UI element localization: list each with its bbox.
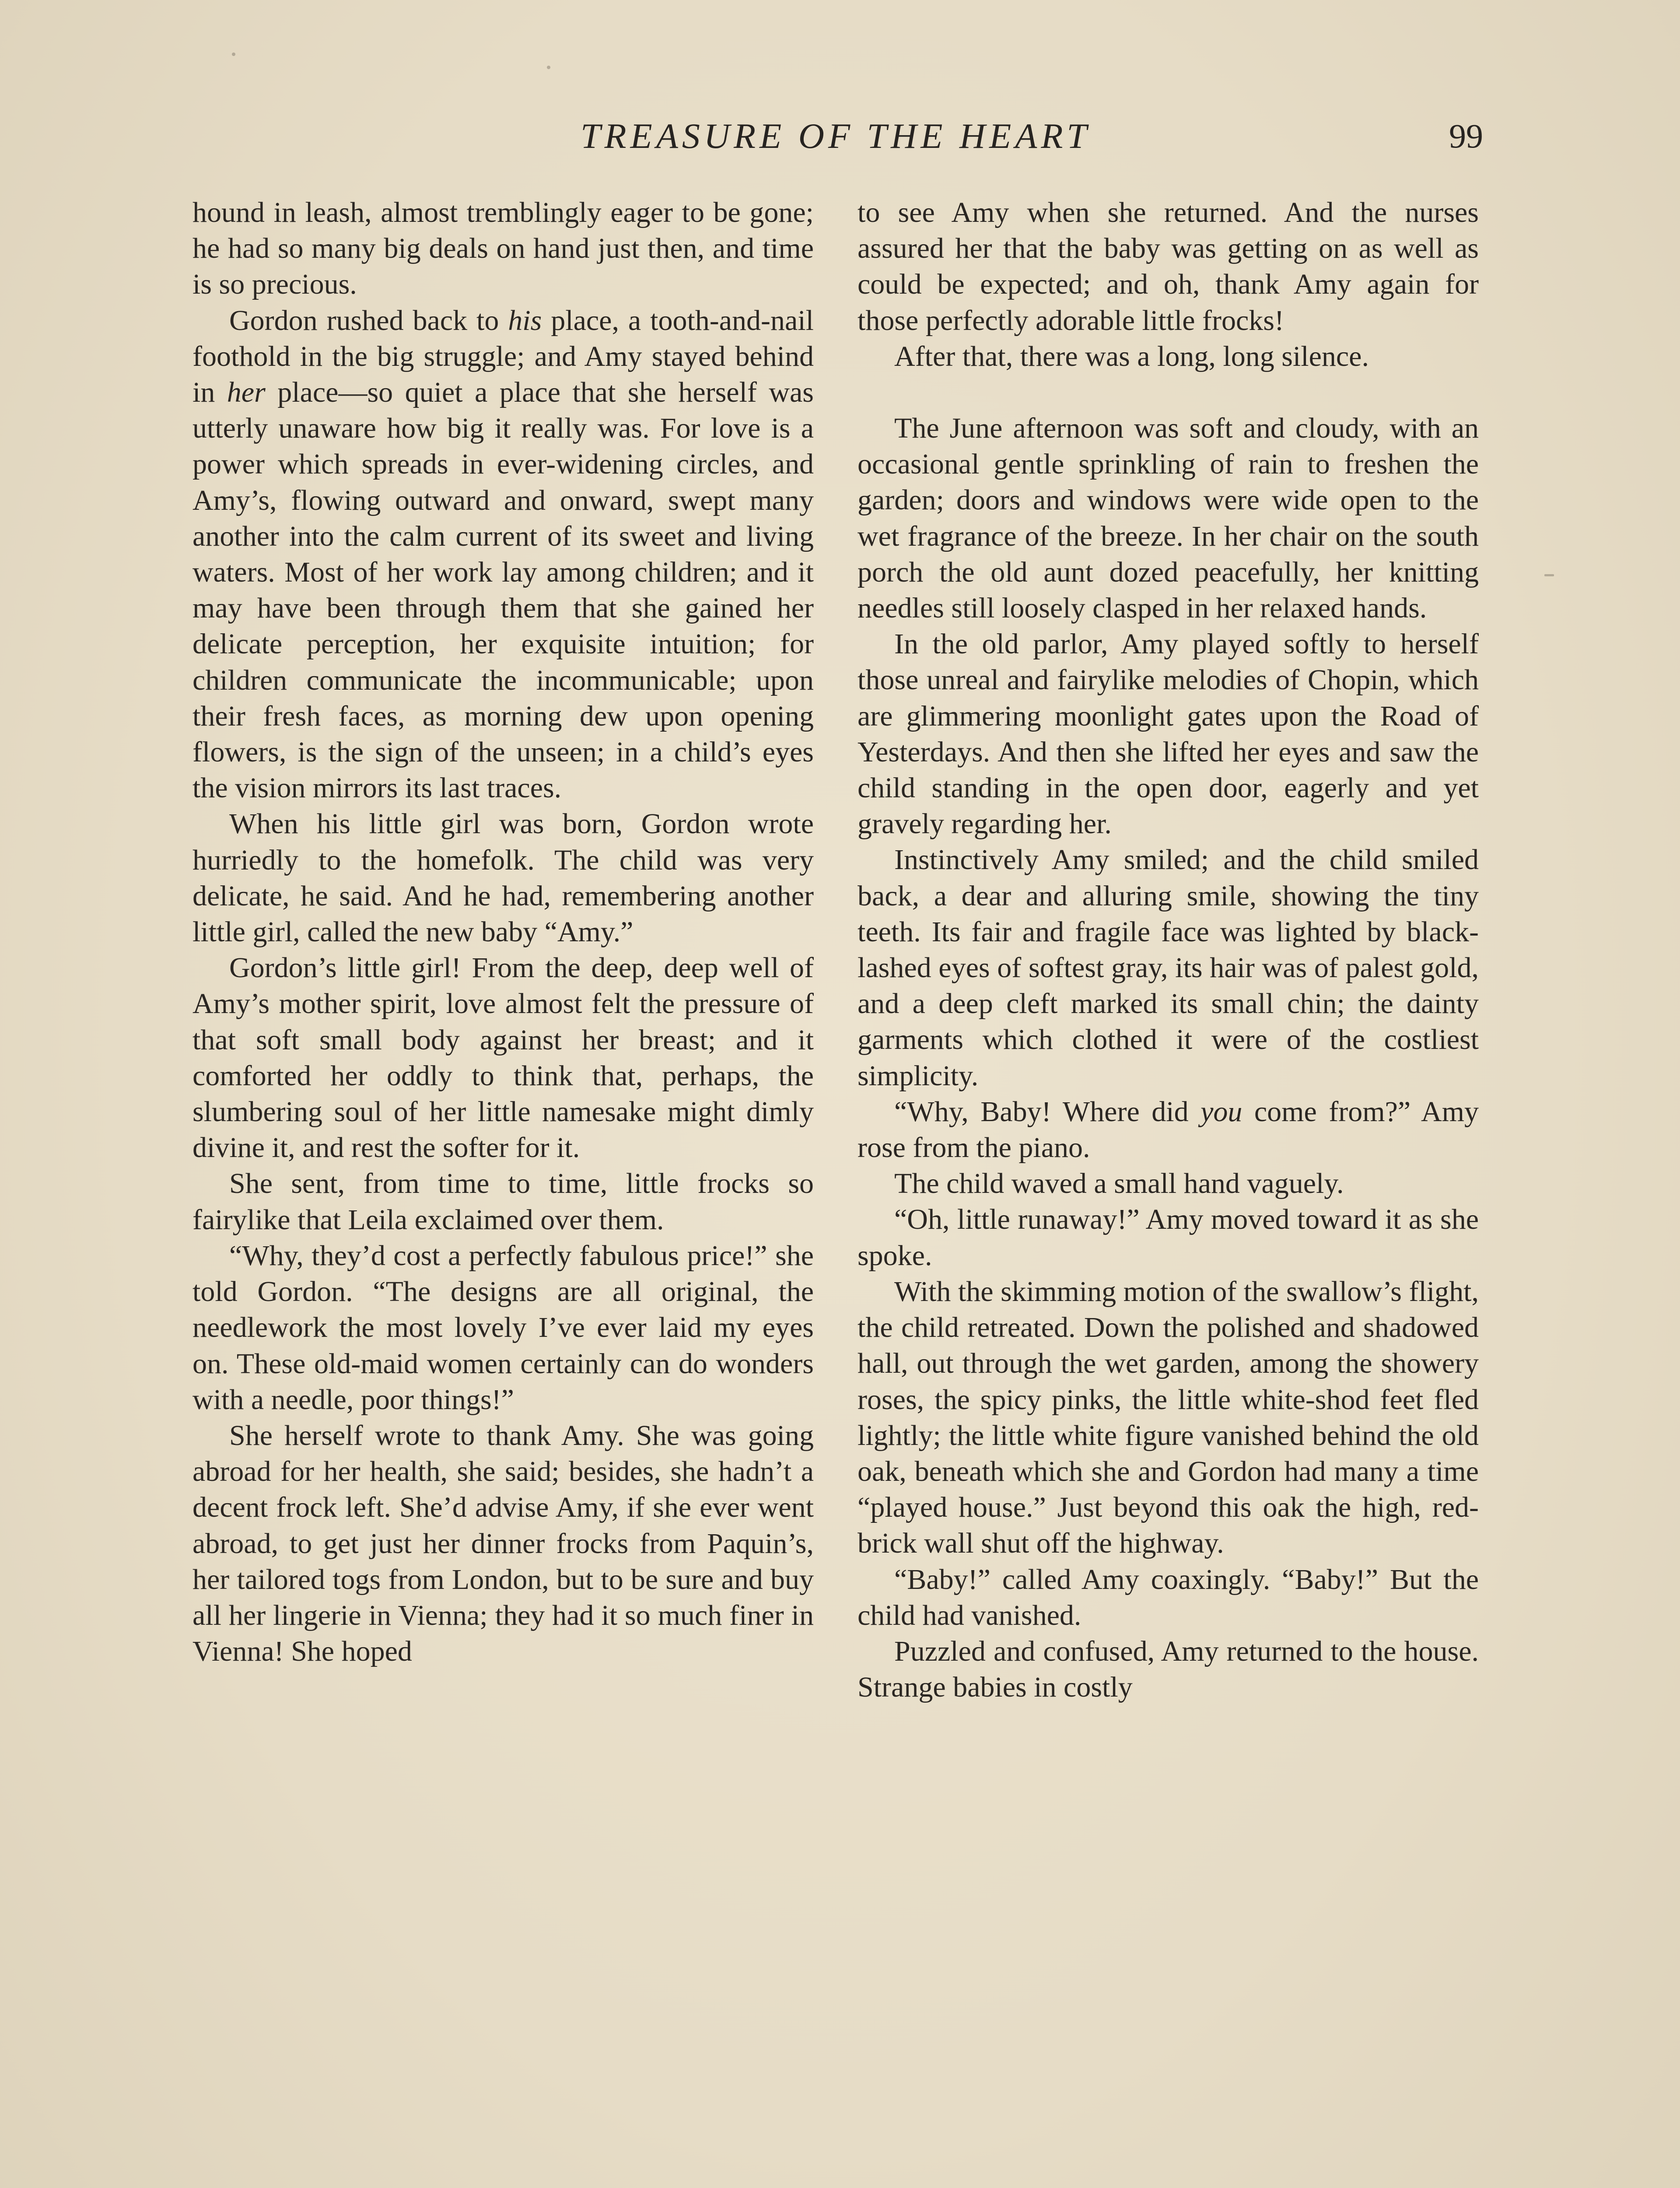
right-text-column [858,195,1479,1705]
print-speck [1544,574,1554,576]
paragraph: She herself wrote to thank Amy. She was going abroad for her health, she said; besides, she hadn’t a decent frock left. She’d advise Amy, if she ever went abroad, to get just her dinner frocks from Paquin’s, her tailored togs from London, but to be sure and buy all her lingerie in Vienna; they had it so much finer in Vienna! She hoped [192,1419,814,1668]
paragraph: “Baby!” called Amy coaxingly. “Baby!” But the child had vanished. [858,1563,1479,1631]
page-number: 99 [1449,117,1483,155]
paragraph: hound in leash, almost tremblingly eager to be gone; he had so many big deals on hand just then, and time is so precious. [192,196,814,301]
paragraph: She sent, from time to time, little frocks so fairylike that Leila exclaimed over them. [192,1168,814,1236]
paragraph: With the skimming motion of the swallow’s flight, the child retreated. Down the polished and shadowed hall, out through the wet garden, among the showery roses, the spicy pinks, the little white-shod feet fled lightly; the little white figure vanished behind the old oak, beneath which she and Gordon had many a time “played house.” Just beyond this oak the high, red-brick wall shut off the highway. [858,1275,1479,1560]
paragraph: In the old parlor, Amy played softly to herself those unreal and fairylike melodies of Chopin, which are glimmering moonlight gates upon the Road of Yesterdays. And then she lifted her eyes and saw the child standing in the open door, eagerly and yet gravely regarding her. [858,628,1479,840]
paragraph: to see Amy when she returned. And the nurses assured her that the baby was getting on as well as could be expected; and oh, thank Amy again for those perfectly adorable little frocks! [858,196,1479,337]
paragraph: Puzzled and confused, Amy returned to the house. Strange babies in costly [858,1635,1479,1704]
italic-emphasis: you [1200,1095,1242,1128]
italic-emphasis: his [508,304,542,337]
paragraph: The June afternoon was soft and cloudy, with an occasional gentle sprinkling of rain to freshen the garden; doors and windows were wide open to the wet fragrance of the breeze. In her chair on the south porch the old aunt dozed peacefully, her knitting needles still loosely clasped in her relaxed hands. [858,412,1479,624]
paragraph: After that, there was a long, long silence. [894,340,1369,372]
paragraph: “Why, Baby! Where did you come from?” Amy rose from the piano. [858,1095,1479,1164]
print-speck [547,66,550,69]
paragraph: The child waved a small hand vaguely. [894,1168,1344,1200]
paragraph: Gordon’s little girl! From the deep, deep well of Amy’s mother spirit, love almost felt the pressure of that soft small body against her breast; and it comforted her oddly to think that, perhaps, the slumbering soul of her little namesake might dimly divine it, and rest the softer for it. [192,952,814,1164]
left-text-column [192,195,814,1669]
paragraph: “Oh, little runaway!” Amy moved toward it as she spoke. [858,1203,1479,1272]
paragraph: Gordon rushed back to his place, a tooth-and-nail foothold in the big struggle; and Amy stayed behind in her place—so quiet a place that she herself was utterly unaware how big it really was. For love is a power which spreads in ever-widening circles, and Amy’s, flowing outward and onward, swept many another into the calm current of its sweet and living waters. Most of her work lay among children; and it may have been through them that she gained her delicate perception, her exquisite intuition; for children communicate the incommunicable; upon their fresh faces, as morning dew upon opening flowers, is the sign of the unseen; in a child’s eyes the vision mirrors its last traces. [192,304,814,804]
paragraph: Instinctively Amy smiled; and the child smiled back, a dear and alluring smile, showing the tiny teeth. Its fair and fragile face was lighted by black-lashed eyes of softest gray, its hair was of palest gold, and a deep cleft marked its small chin; the dainty garments which clothed it were of the costliest simplicity. [858,844,1479,1092]
print-speck [232,53,235,56]
running-title: TREASURE OF THE HEART [580,116,1091,156]
paragraph: “Why, they’d cost a perfectly fabulous price!” she told Gordon. “The designs are all original, the needlework the most lovely I’ve ever laid my eyes on. These old-maid women certainly can do wonders with a needle, poor things!” [192,1239,814,1416]
italic-emphasis: her [227,376,266,409]
paragraph: When his little girl was born, Gordon wrote hurriedly to the homefolk. The child was very delicate, he said. And he had, remembering another little girl, called the new baby “Amy.” [192,808,814,948]
